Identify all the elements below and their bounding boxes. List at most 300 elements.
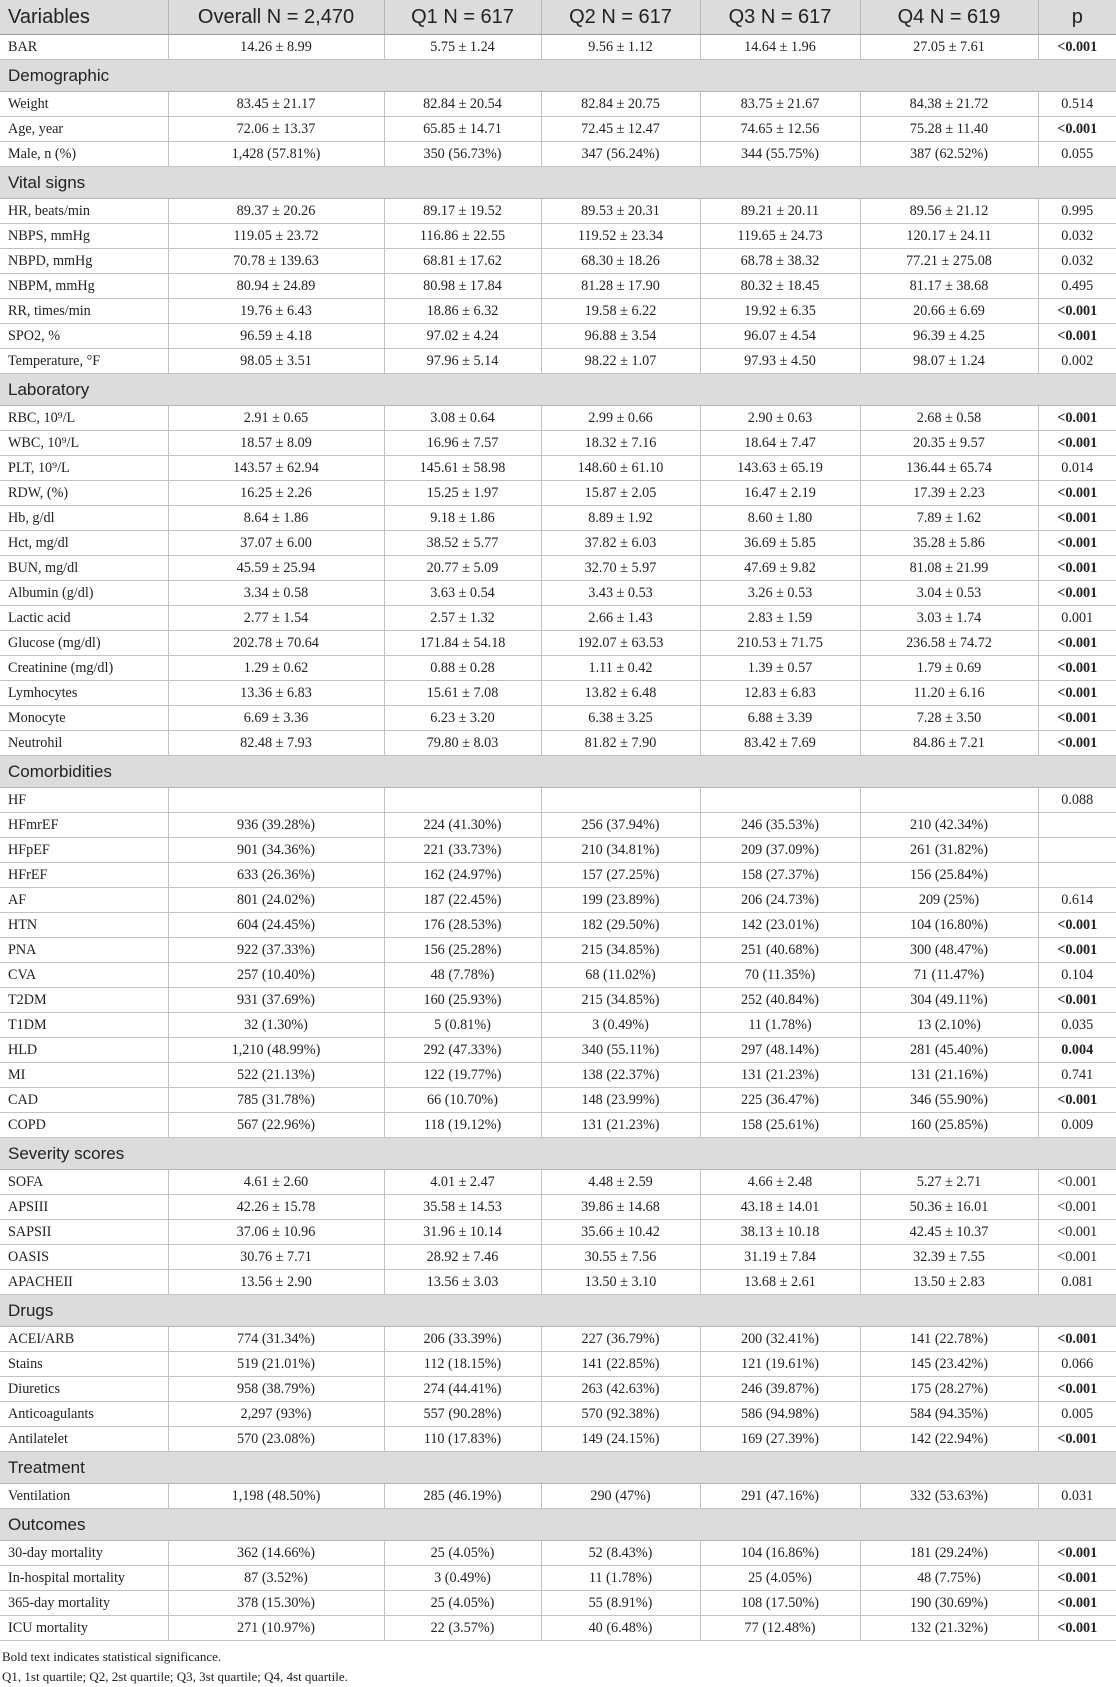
value-cell: 68.30 ± 18.26	[541, 249, 700, 274]
variable-cell: HF	[0, 788, 168, 813]
variable-cell: APACHEII	[0, 1270, 168, 1295]
variable-cell: APSIII	[0, 1195, 168, 1220]
value-cell: 346 (55.90%)	[860, 1088, 1038, 1113]
value-cell: 71 (11.47%)	[860, 963, 1038, 988]
value-cell	[168, 788, 384, 813]
value-cell: 35.66 ± 10.42	[541, 1220, 700, 1245]
value-cell: 3.03 ± 1.74	[860, 606, 1038, 631]
value-cell: 141 (22.78%)	[860, 1327, 1038, 1352]
table-row	[0, 1063, 1116, 1088]
value-cell: 80.94 ± 24.89	[168, 274, 384, 299]
value-cell: 801 (24.02%)	[168, 888, 384, 913]
value-cell: 30.55 ± 7.56	[541, 1245, 700, 1270]
section-label: Demographic	[0, 60, 1116, 92]
p-value-cell: <0.001	[1038, 1427, 1116, 1452]
p-value-cell: <0.001	[1038, 1245, 1116, 1270]
variable-cell: Lactic acid	[0, 606, 168, 631]
value-cell: 83.75 ± 21.67	[700, 92, 860, 117]
value-cell: 209 (25%)	[860, 888, 1038, 913]
value-cell: 145 (23.42%)	[860, 1352, 1038, 1377]
value-cell: 13.56 ± 2.90	[168, 1270, 384, 1295]
table-row	[0, 1541, 1116, 1566]
header-cell: p	[1038, 0, 1116, 35]
value-cell: 120.17 ± 24.11	[860, 224, 1038, 249]
variable-cell: SOFA	[0, 1170, 168, 1195]
value-cell: 13.36 ± 6.83	[168, 681, 384, 706]
p-value-cell: <0.001	[1038, 117, 1116, 142]
value-cell: 121 (19.61%)	[700, 1352, 860, 1377]
value-cell: 15.61 ± 7.08	[384, 681, 541, 706]
value-cell: 13.68 ± 2.61	[700, 1270, 860, 1295]
section-label: Treatment	[0, 1452, 1116, 1484]
value-cell: 156 (25.28%)	[384, 938, 541, 963]
header-cell: Q2 N = 617	[541, 0, 700, 35]
value-cell: 936 (39.28%)	[168, 813, 384, 838]
table-row	[0, 863, 1116, 888]
value-cell: 149 (24.15%)	[541, 1427, 700, 1452]
value-cell: 3 (0.49%)	[541, 1013, 700, 1038]
value-cell: 42.45 ± 10.37	[860, 1220, 1038, 1245]
variable-cell: Temperature, °F	[0, 349, 168, 374]
value-cell: 108 (17.50%)	[700, 1591, 860, 1616]
value-cell	[384, 788, 541, 813]
p-value-cell: 0.495	[1038, 274, 1116, 299]
p-value-cell: 0.088	[1038, 788, 1116, 813]
value-cell: 522 (21.13%)	[168, 1063, 384, 1088]
p-value-cell: 0.066	[1038, 1352, 1116, 1377]
value-cell: 261 (31.82%)	[860, 838, 1038, 863]
variable-cell: BAR	[0, 35, 168, 60]
value-cell: 12.83 ± 6.83	[700, 681, 860, 706]
variable-cell: 30-day mortality	[0, 1541, 168, 1566]
value-cell: 83.42 ± 7.69	[700, 731, 860, 756]
value-cell: 570 (23.08%)	[168, 1427, 384, 1452]
table-row	[0, 731, 1116, 756]
variable-cell: Anticoagulants	[0, 1402, 168, 1427]
value-cell: 19.58 ± 6.22	[541, 299, 700, 324]
value-cell: 557 (90.28%)	[384, 1402, 541, 1427]
variable-cell: NBPS, mmHg	[0, 224, 168, 249]
value-cell: 28.92 ± 7.46	[384, 1245, 541, 1270]
variable-cell: Lymhocytes	[0, 681, 168, 706]
value-cell: 89.21 ± 20.11	[700, 199, 860, 224]
value-cell: 31.19 ± 7.84	[700, 1245, 860, 1270]
value-cell: 84.38 ± 21.72	[860, 92, 1038, 117]
p-value-cell: <0.001	[1038, 1088, 1116, 1113]
value-cell: 35.28 ± 5.86	[860, 531, 1038, 556]
p-value-cell	[1038, 838, 1116, 863]
p-value-cell: <0.001	[1038, 581, 1116, 606]
variable-cell: COPD	[0, 1113, 168, 1138]
value-cell: 65.85 ± 14.71	[384, 117, 541, 142]
value-cell: 25 (4.05%)	[384, 1591, 541, 1616]
p-value-cell: <0.001	[1038, 938, 1116, 963]
value-cell: 2,297 (93%)	[168, 1402, 384, 1427]
table-row	[0, 1270, 1116, 1295]
value-cell: 182 (29.50%)	[541, 913, 700, 938]
p-value-cell: <0.001	[1038, 299, 1116, 324]
value-cell: 252 (40.84%)	[700, 988, 860, 1013]
value-cell: 11 (1.78%)	[541, 1566, 700, 1591]
variable-cell: HR, beats/min	[0, 199, 168, 224]
value-cell: 221 (33.73%)	[384, 838, 541, 863]
value-cell: 2.90 ± 0.63	[700, 406, 860, 431]
value-cell: 79.80 ± 8.03	[384, 731, 541, 756]
value-cell: 132 (21.32%)	[860, 1616, 1038, 1641]
value-cell: 43.18 ± 14.01	[700, 1195, 860, 1220]
value-cell: 362 (14.66%)	[168, 1541, 384, 1566]
value-cell: 251 (40.68%)	[700, 938, 860, 963]
value-cell: 38.52 ± 5.77	[384, 531, 541, 556]
table-row	[0, 1013, 1116, 1038]
value-cell: 206 (24.73%)	[700, 888, 860, 913]
value-cell: 350 (56.73%)	[384, 142, 541, 167]
value-cell: 7.89 ± 1.62	[860, 506, 1038, 531]
p-value-cell: <0.001	[1038, 1541, 1116, 1566]
table-row	[0, 706, 1116, 731]
value-cell	[700, 788, 860, 813]
value-cell: 176 (28.53%)	[384, 913, 541, 938]
value-cell: 98.05 ± 3.51	[168, 349, 384, 374]
value-cell: 119.05 ± 23.72	[168, 224, 384, 249]
value-cell: 82.84 ± 20.54	[384, 92, 541, 117]
value-cell: 16.25 ± 2.26	[168, 481, 384, 506]
value-cell: 19.92 ± 6.35	[700, 299, 860, 324]
value-cell: 131 (21.23%)	[700, 1063, 860, 1088]
section-header-row	[0, 1295, 1116, 1327]
table-row	[0, 1327, 1116, 1352]
value-cell: 119.52 ± 23.34	[541, 224, 700, 249]
value-cell: 89.37 ± 20.26	[168, 199, 384, 224]
variable-cell: MI	[0, 1063, 168, 1088]
value-cell: 80.32 ± 18.45	[700, 274, 860, 299]
value-cell: 87 (3.52%)	[168, 1566, 384, 1591]
value-cell: 9.56 ± 1.12	[541, 35, 700, 60]
value-cell: 42.26 ± 15.78	[168, 1195, 384, 1220]
value-cell: 32.39 ± 7.55	[860, 1245, 1038, 1270]
value-cell: 18.32 ± 7.16	[541, 431, 700, 456]
value-cell: 16.47 ± 2.19	[700, 481, 860, 506]
table-header-row	[0, 0, 1116, 35]
variable-cell: HFpEF	[0, 838, 168, 863]
value-cell: 158 (25.61%)	[700, 1113, 860, 1138]
header-cell: Q4 N = 619	[860, 0, 1038, 35]
p-value-cell: <0.001	[1038, 506, 1116, 531]
value-cell: 9.18 ± 1.86	[384, 506, 541, 531]
variable-cell: WBC, 10⁹/L	[0, 431, 168, 456]
value-cell: 0.88 ± 0.28	[384, 656, 541, 681]
value-cell: 97.96 ± 5.14	[384, 349, 541, 374]
variable-cell: T2DM	[0, 988, 168, 1013]
table-row	[0, 1220, 1116, 1245]
table-row	[0, 199, 1116, 224]
p-value-cell: 0.031	[1038, 1484, 1116, 1509]
value-cell: 89.53 ± 20.31	[541, 199, 700, 224]
variable-cell: OASIS	[0, 1245, 168, 1270]
value-cell: 148 (23.99%)	[541, 1088, 700, 1113]
table-row	[0, 1170, 1116, 1195]
p-value-cell: 0.514	[1038, 92, 1116, 117]
value-cell: 5.27 ± 2.71	[860, 1170, 1038, 1195]
value-cell: 52 (8.43%)	[541, 1541, 700, 1566]
value-cell: 922 (37.33%)	[168, 938, 384, 963]
table-row	[0, 988, 1116, 1013]
p-value-cell: 0.004	[1038, 1038, 1116, 1063]
value-cell: 31.96 ± 10.14	[384, 1220, 541, 1245]
variable-cell: SAPSII	[0, 1220, 168, 1245]
p-value-cell: 0.009	[1038, 1113, 1116, 1138]
value-cell: 19.76 ± 6.43	[168, 299, 384, 324]
p-value-cell: <0.001	[1038, 1566, 1116, 1591]
value-cell: 6.38 ± 3.25	[541, 706, 700, 731]
value-cell: 157 (27.25%)	[541, 863, 700, 888]
value-cell: 187 (22.45%)	[384, 888, 541, 913]
value-cell: 570 (92.38%)	[541, 1402, 700, 1427]
value-cell: 112 (18.15%)	[384, 1352, 541, 1377]
table-row	[0, 813, 1116, 838]
variable-cell: Age, year	[0, 117, 168, 142]
value-cell: 72.06 ± 13.37	[168, 117, 384, 142]
table-row	[0, 1591, 1116, 1616]
table-row	[0, 913, 1116, 938]
variable-cell: HFmrEF	[0, 813, 168, 838]
section-header-row	[0, 1138, 1116, 1170]
table-row	[0, 35, 1116, 60]
value-cell: 122 (19.77%)	[384, 1063, 541, 1088]
value-cell: 84.86 ± 7.21	[860, 731, 1038, 756]
value-cell: 586 (94.98%)	[700, 1402, 860, 1427]
variable-cell: Albumin (g/dl)	[0, 581, 168, 606]
value-cell: 82.84 ± 20.75	[541, 92, 700, 117]
value-cell: 202.78 ± 70.64	[168, 631, 384, 656]
p-value-cell: <0.001	[1038, 1591, 1116, 1616]
value-cell: 192.07 ± 63.53	[541, 631, 700, 656]
value-cell: 15.87 ± 2.05	[541, 481, 700, 506]
value-cell: 25 (4.05%)	[700, 1566, 860, 1591]
value-cell: 1,428 (57.81%)	[168, 142, 384, 167]
table-footnotes	[0, 1647, 1116, 1687]
table-row	[0, 606, 1116, 631]
value-cell: 160 (25.85%)	[860, 1113, 1038, 1138]
value-cell: 131 (21.16%)	[860, 1063, 1038, 1088]
value-cell: 215 (34.85%)	[541, 988, 700, 1013]
value-cell: 77 (12.48%)	[700, 1616, 860, 1641]
value-cell: 246 (39.87%)	[700, 1377, 860, 1402]
footnote: Bold text indicates statistical significance.	[2, 1649, 222, 1664]
variable-cell: Male, n (%)	[0, 142, 168, 167]
value-cell: 22 (3.57%)	[384, 1616, 541, 1641]
value-cell: 215 (34.85%)	[541, 938, 700, 963]
value-cell: 1,198 (48.50%)	[168, 1484, 384, 1509]
variable-cell: HLD	[0, 1038, 168, 1063]
value-cell: 68 (11.02%)	[541, 963, 700, 988]
value-cell: 20.35 ± 9.57	[860, 431, 1038, 456]
table-row	[0, 1195, 1116, 1220]
value-cell: 199 (23.89%)	[541, 888, 700, 913]
p-value-cell: 0.014	[1038, 456, 1116, 481]
value-cell: 13.56 ± 3.03	[384, 1270, 541, 1295]
value-cell: 160 (25.93%)	[384, 988, 541, 1013]
value-cell: 3.08 ± 0.64	[384, 406, 541, 431]
value-cell: 96.88 ± 3.54	[541, 324, 700, 349]
section-label: Drugs	[0, 1295, 1116, 1327]
value-cell: 1.11 ± 0.42	[541, 656, 700, 681]
variable-cell: RDW, (%)	[0, 481, 168, 506]
variable-cell: Antilatelet	[0, 1427, 168, 1452]
value-cell: 378 (15.30%)	[168, 1591, 384, 1616]
value-cell: 210 (34.81%)	[541, 838, 700, 863]
value-cell: 89.56 ± 21.12	[860, 199, 1038, 224]
table-row	[0, 299, 1116, 324]
value-cell: 20.77 ± 5.09	[384, 556, 541, 581]
value-cell	[860, 788, 1038, 813]
p-value-cell: 0.081	[1038, 1270, 1116, 1295]
value-cell: 3.26 ± 0.53	[700, 581, 860, 606]
value-cell: 169 (27.39%)	[700, 1427, 860, 1452]
value-cell: 281 (45.40%)	[860, 1038, 1038, 1063]
table-row	[0, 249, 1116, 274]
variable-cell: PNA	[0, 938, 168, 963]
p-value-cell	[1038, 863, 1116, 888]
value-cell: 2.66 ± 1.43	[541, 606, 700, 631]
header-cell: Q3 N = 617	[700, 0, 860, 35]
table-row	[0, 1402, 1116, 1427]
value-cell: 604 (24.45%)	[168, 913, 384, 938]
value-cell: 143.63 ± 65.19	[700, 456, 860, 481]
table-row	[0, 406, 1116, 431]
p-value-cell: <0.001	[1038, 706, 1116, 731]
table-row	[0, 506, 1116, 531]
p-value-cell: <0.001	[1038, 1377, 1116, 1402]
table-row	[0, 938, 1116, 963]
value-cell: 47.69 ± 9.82	[700, 556, 860, 581]
value-cell: 2.77 ± 1.54	[168, 606, 384, 631]
value-cell: 246 (35.53%)	[700, 813, 860, 838]
value-cell: 6.23 ± 3.20	[384, 706, 541, 731]
section-header-row	[0, 756, 1116, 788]
value-cell: 20.66 ± 6.69	[860, 299, 1038, 324]
value-cell: 6.88 ± 3.39	[700, 706, 860, 731]
value-cell: 38.13 ± 10.18	[700, 1220, 860, 1245]
value-cell: 181 (29.24%)	[860, 1541, 1038, 1566]
variable-cell: BUN, mg/dl	[0, 556, 168, 581]
value-cell: 3.04 ± 0.53	[860, 581, 1038, 606]
table-row	[0, 431, 1116, 456]
section-header-row	[0, 374, 1116, 406]
p-value-cell: <0.001	[1038, 406, 1116, 431]
p-value-cell	[1038, 813, 1116, 838]
value-cell: 156 (25.84%)	[860, 863, 1038, 888]
value-cell: 1,210 (48.99%)	[168, 1038, 384, 1063]
p-value-cell: <0.001	[1038, 656, 1116, 681]
value-cell: 27.05 ± 7.61	[860, 35, 1038, 60]
value-cell: 72.45 ± 12.47	[541, 117, 700, 142]
value-cell: 1.29 ± 0.62	[168, 656, 384, 681]
value-cell: 257 (10.40%)	[168, 963, 384, 988]
value-cell: 89.17 ± 19.52	[384, 199, 541, 224]
table-row	[0, 142, 1116, 167]
value-cell: 274 (44.41%)	[384, 1377, 541, 1402]
variable-cell: Hb, g/dl	[0, 506, 168, 531]
value-cell: 45.59 ± 25.94	[168, 556, 384, 581]
value-cell: 14.26 ± 8.99	[168, 35, 384, 60]
value-cell: 104 (16.80%)	[860, 913, 1038, 938]
p-value-cell: <0.001	[1038, 1220, 1116, 1245]
table-row	[0, 963, 1116, 988]
section-label: Vital signs	[0, 167, 1116, 199]
value-cell: 290 (47%)	[541, 1484, 700, 1509]
value-cell: 39.86 ± 14.68	[541, 1195, 700, 1220]
p-value-cell: <0.001	[1038, 431, 1116, 456]
value-cell: 1.79 ± 0.69	[860, 656, 1038, 681]
value-cell: 81.08 ± 21.99	[860, 556, 1038, 581]
value-cell: 171.84 ± 54.18	[384, 631, 541, 656]
p-value-cell: <0.001	[1038, 556, 1116, 581]
value-cell: 1.39 ± 0.57	[700, 656, 860, 681]
value-cell: 119.65 ± 24.73	[700, 224, 860, 249]
variable-cell: AF	[0, 888, 168, 913]
value-cell: 4.61 ± 2.60	[168, 1170, 384, 1195]
variable-cell: Stains	[0, 1352, 168, 1377]
p-value-cell: 0.005	[1038, 1402, 1116, 1427]
table-row	[0, 1377, 1116, 1402]
table-row	[0, 1038, 1116, 1063]
section-label: Comorbidities	[0, 756, 1116, 788]
value-cell: 256 (37.94%)	[541, 813, 700, 838]
value-cell: 110 (17.83%)	[384, 1427, 541, 1452]
p-value-cell: <0.001	[1038, 324, 1116, 349]
value-cell: 55 (8.91%)	[541, 1591, 700, 1616]
variable-cell: NBPM, mmHg	[0, 274, 168, 299]
table-row	[0, 1427, 1116, 1452]
value-cell: 236.58 ± 74.72	[860, 631, 1038, 656]
table-row	[0, 1245, 1116, 1270]
table-row	[0, 531, 1116, 556]
p-value-cell: 0.055	[1038, 142, 1116, 167]
table-row	[0, 888, 1116, 913]
value-cell: 227 (36.79%)	[541, 1327, 700, 1352]
value-cell: 96.59 ± 4.18	[168, 324, 384, 349]
value-cell: 11 (1.78%)	[700, 1013, 860, 1038]
variable-cell: ICU mortality	[0, 1616, 168, 1641]
value-cell: 14.64 ± 1.96	[700, 35, 860, 60]
value-cell: 931 (37.69%)	[168, 988, 384, 1013]
value-cell: 7.28 ± 3.50	[860, 706, 1038, 731]
value-cell: 96.07 ± 4.54	[700, 324, 860, 349]
value-cell: 116.86 ± 22.55	[384, 224, 541, 249]
value-cell: 901 (34.36%)	[168, 838, 384, 863]
p-value-cell: <0.001	[1038, 1327, 1116, 1352]
value-cell: 2.57 ± 1.32	[384, 606, 541, 631]
value-cell: 13.82 ± 6.48	[541, 681, 700, 706]
value-cell: 175 (28.27%)	[860, 1377, 1038, 1402]
value-cell: 143.57 ± 62.94	[168, 456, 384, 481]
value-cell: 16.96 ± 7.57	[384, 431, 541, 456]
value-cell: 206 (33.39%)	[384, 1327, 541, 1352]
value-cell: 5 (0.81%)	[384, 1013, 541, 1038]
value-cell: 37.07 ± 6.00	[168, 531, 384, 556]
table-row	[0, 1616, 1116, 1641]
variable-cell: ACEI/ARB	[0, 1327, 168, 1352]
footnote: Q1, 1st quartile; Q2, 2st quartile; Q3, 3st quartile; Q4, 4st quartile.	[2, 1669, 348, 1684]
variable-cell: Weight	[0, 92, 168, 117]
p-value-cell: 0.741	[1038, 1063, 1116, 1088]
value-cell: 340 (55.11%)	[541, 1038, 700, 1063]
value-cell: 271 (10.97%)	[168, 1616, 384, 1641]
p-value-cell: <0.001	[1038, 913, 1116, 938]
value-cell: 118 (19.12%)	[384, 1113, 541, 1138]
variable-cell: NBPD, mmHg	[0, 249, 168, 274]
